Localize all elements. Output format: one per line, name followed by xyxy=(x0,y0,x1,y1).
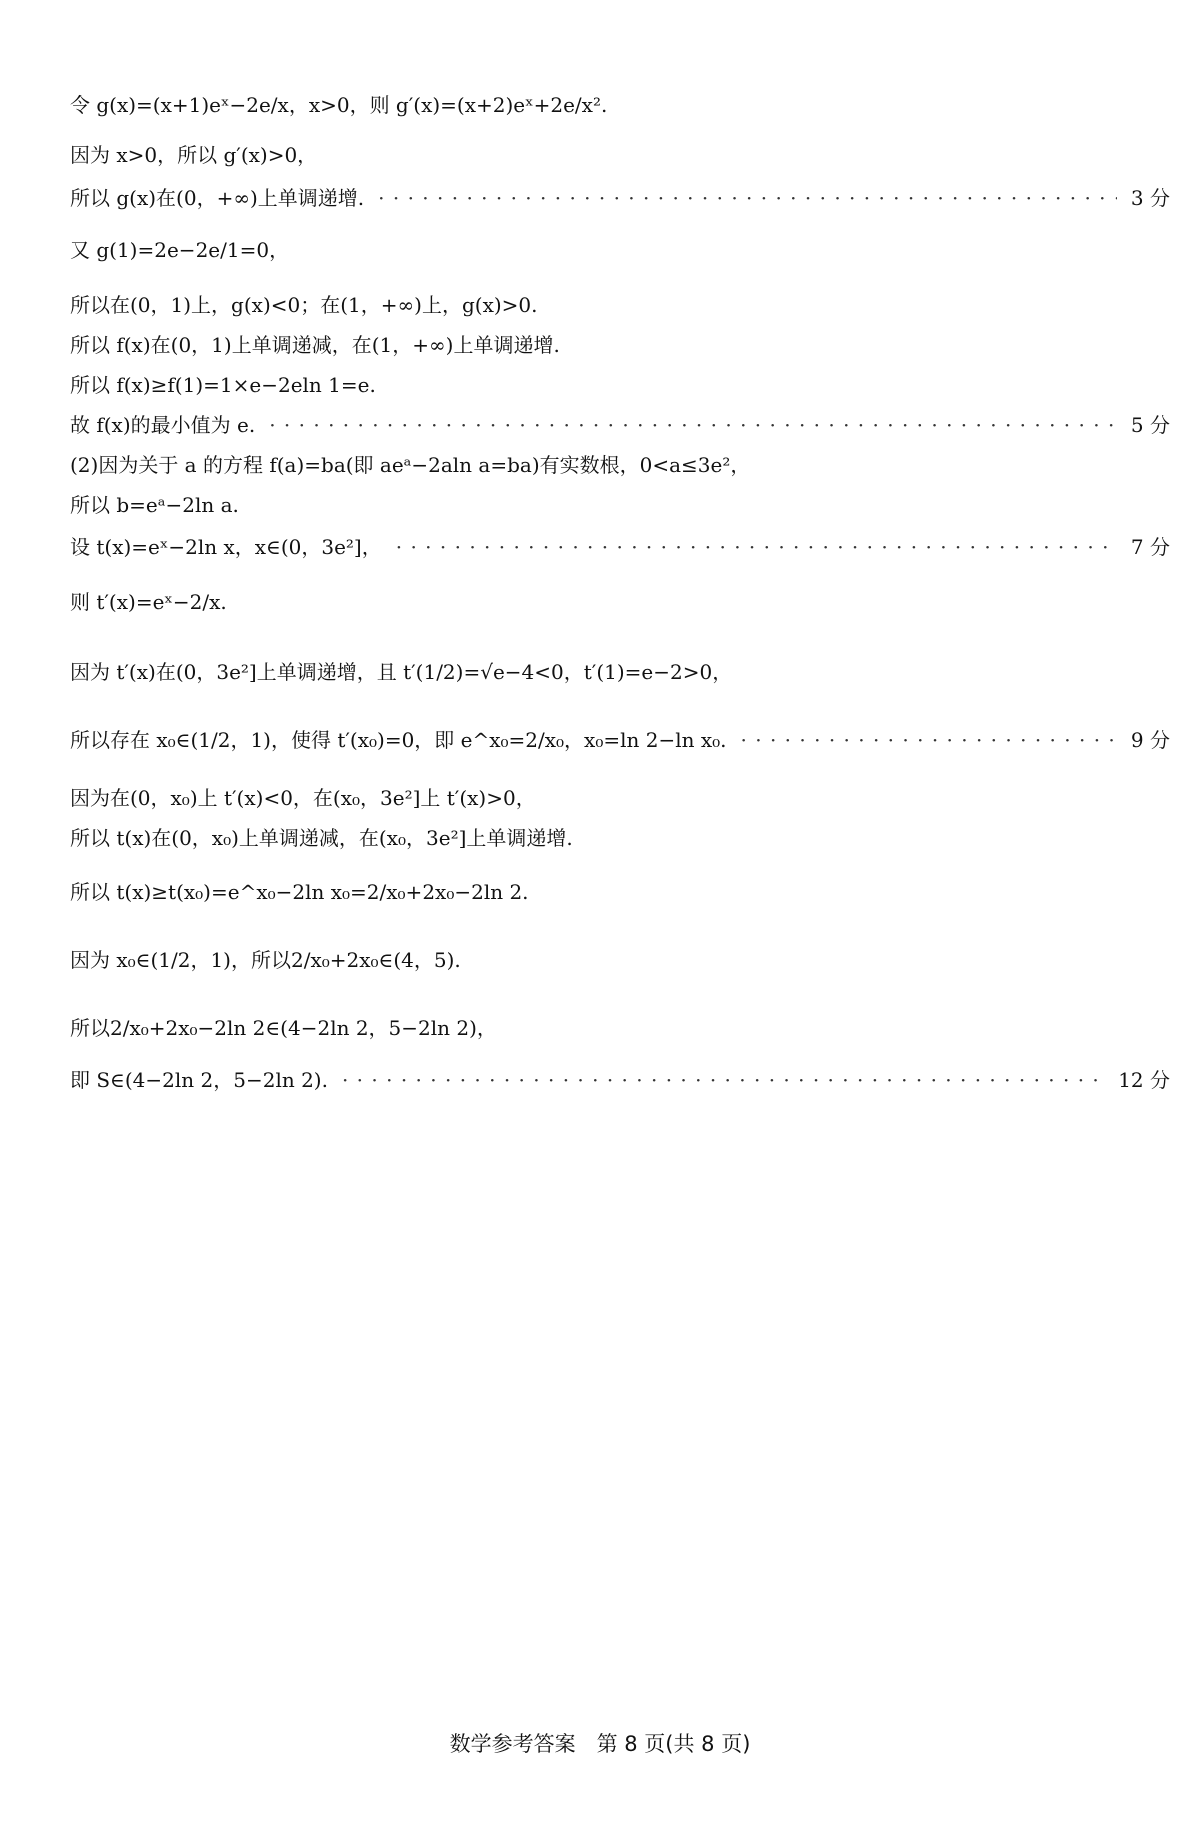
solution-line xyxy=(70,85,1170,125)
dot-leader xyxy=(269,405,1117,445)
solution-line xyxy=(70,872,1170,912)
line-text: 又 g(1)=2e−2e/1=0， xyxy=(70,238,290,262)
line-text: 设 t(x)=eˣ−2ln x，x∈(0，3e²]， xyxy=(70,535,382,559)
line-text: 所以存在 x₀∈(1/2，1)，使得 t′(x₀)=0，即 e^x₀=2/x₀，x₀=ln 2−ln x₀. xyxy=(70,728,727,752)
score-label: 9 分 xyxy=(1130,728,1170,752)
line-text: (2)因为关于 a 的方程 f(a)=ba(即 aeᵃ−2aln a=ba)有实数根，0<a≤3e²， xyxy=(70,453,751,477)
solution-line xyxy=(70,325,1170,365)
solution-line xyxy=(70,1008,1170,1048)
solution-line xyxy=(70,652,1170,692)
solution-line xyxy=(70,527,1170,567)
dot-leader xyxy=(342,1060,1104,1100)
line-text: 所以 t(x)≥t(x₀)=e^x₀−2ln x₀=2/x₀+2x₀−2ln 2. xyxy=(70,880,529,904)
solution-line xyxy=(70,818,1170,858)
line-text: 因为 x₀∈(1/2，1)，所以2/x₀+2x₀∈(4，5). xyxy=(70,948,461,972)
dot-leader xyxy=(378,178,1117,218)
solution-line xyxy=(70,405,1170,445)
solution-line xyxy=(70,365,1170,405)
line-text: 所以 f(x)≥f(1)=1×e−2eln 1=e. xyxy=(70,373,376,397)
line-text: 因为在(0，x₀)上 t′(x)<0，在(x₀，3e²]上 t′(x)>0， xyxy=(70,786,536,810)
solution-line xyxy=(70,940,1170,980)
solution-line xyxy=(70,1060,1170,1100)
score-label: 5 分 xyxy=(1130,413,1170,437)
line-text: 故 f(x)的最小值为 e. xyxy=(70,413,256,437)
line-text: 即 S∈(4−2ln 2，5−2ln 2). xyxy=(70,1068,328,1092)
line-text: 所以2/x₀+2x₀−2ln 2∈(4−2ln 2，5−2ln 2)， xyxy=(70,1016,497,1040)
page-footer: 数学参考答案 第 8 页(共 8 页) xyxy=(449,1732,751,1756)
score-label: 12 分 xyxy=(1118,1068,1170,1092)
line-text: 因为 x>0，所以 g′(x)>0， xyxy=(70,143,318,167)
line-text: 所以 g(x)在(0，+∞)上单调递增. xyxy=(70,186,365,210)
line-text: 所以 t(x)在(0，x₀)上单调递减，在(x₀，3e²]上单调递增. xyxy=(70,826,573,850)
solution-line xyxy=(70,778,1170,818)
solution-line xyxy=(70,720,1170,760)
line-text: 令 g(x)=(x+1)eˣ−2e/x，x>0，则 g′(x)=(x+2)eˣ+2e/x². xyxy=(70,93,608,117)
dot-leader xyxy=(741,720,1117,760)
solution-line xyxy=(70,582,1170,622)
line-text: 因为 t′(x)在(0，3e²]上单调递增，且 t′(1/2)=√e−4<0，t′(1)=e−2>0， xyxy=(70,660,733,684)
solution-line xyxy=(70,485,1170,525)
score-label: 7 分 xyxy=(1130,535,1170,559)
score-label: 3 分 xyxy=(1130,186,1170,210)
line-text: 所以在(0，1)上，g(x)<0；在(1，+∞)上，g(x)>0. xyxy=(70,293,538,317)
line-text: 所以 f(x)在(0，1)上单调递减，在(1，+∞)上单调递增. xyxy=(70,333,560,357)
solution-line xyxy=(70,230,1170,270)
dot-leader xyxy=(396,527,1117,567)
line-text: 所以 b=eᵃ−2ln a. xyxy=(70,493,239,517)
solution-line xyxy=(70,445,1170,485)
line-text: 则 t′(x)=eˣ−2/x. xyxy=(70,590,227,614)
solution-line xyxy=(70,135,1170,175)
solution-line xyxy=(70,178,1170,218)
solution-line xyxy=(70,285,1170,325)
